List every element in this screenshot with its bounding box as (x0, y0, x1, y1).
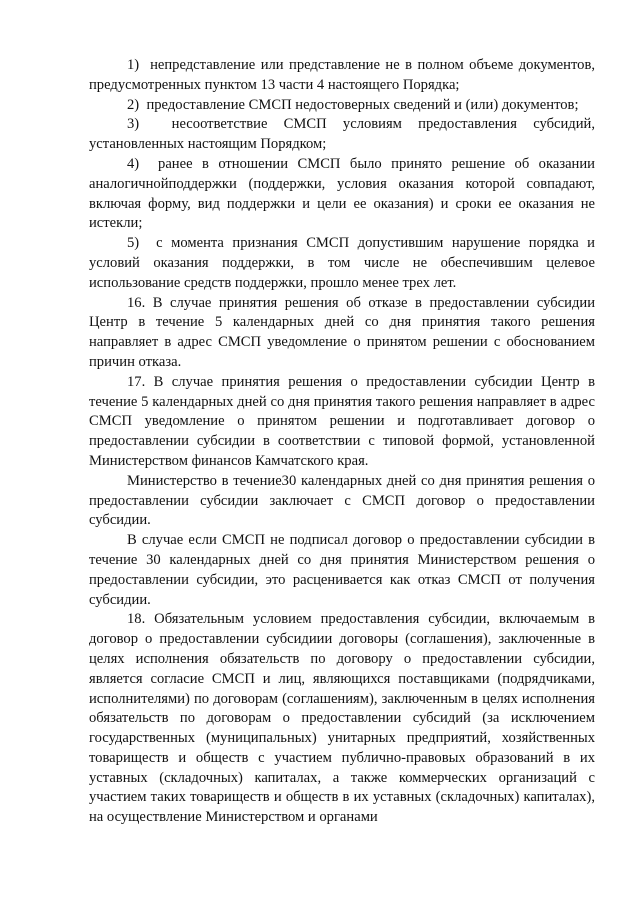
paragraph-clause-18: 18. Обязательным условием предоставления субсидии, включаемым в договор о предоставлении субсидиии договоры (соглашения), заключенные в целях исполнения обязательств по договору о предоставлении субсидии, является согласие СМСП и лиц, являющихся поставщиками (подрядчиками, исполнителями) по договорам (соглашениям), заключенным в целях исполнения обязательств по договорам о предоставлении субсидий (за исключением государственных (муниципальных) унитарных предприятий, хозяйственных товариществ и обществ с участием публично-правовых образований в их уставных (складочных) капиталах, а также коммерческих организаций с участием таких товариществ и обществ в их уставных (складочных) капиталах), на осуществление Министерством и органами (89, 611, 595, 826)
paragraph-clause-17-refusal: В случае если СМСП не подписал договор о предоставлении субсидии в течение 30 календарных дней со дня принятия Министерством решения о предоставлении субсидии, это расценивается как отказ СМСП от получения субсидии. (89, 532, 595, 608)
paragraph-clause-16: 16. В случае принятия решения об отказе в предоставлении субсидии Центр в течение 5 календарных дней со дня принятия такого решения направляет в адрес СМСП уведомление о принятом решении с обоснованием причин отказа. (89, 294, 595, 370)
paragraph-clause-17-ministry: Министерство в течение30 календарных дней со дня принятия решения о предоставлении субсидии заключает с СМСП договор о предоставлении субсидии. (89, 472, 595, 529)
paragraph-item-3: 3) несоответствие СМСП условиям предоставления субсидий, установленных настоящим Порядком; (89, 116, 595, 153)
paragraph-item-5: 5) с момента признания СМСП допустившим нарушение порядка и условий оказания поддержки, в том числе не обеспечившим целевое использование средств поддержки, прошло менее трех лет. (89, 235, 595, 291)
paragraph-clause-17: 17. В случае принятия решения о предоставлении субсидии Центр в течение 5 календарных дней со дня принятия такого решения направляет в адрес СМСП уведомление о принятом решении и подготавливает договор о предоставлении субсидии в соответствии с типовой формой, установленной Министерством финансов Камчатского края. (89, 373, 595, 469)
document-text (89, 56, 595, 828)
paragraph-item-1: 1) непредставление или представление не в полном объеме документов, предусмотренных пунктом 13 части 4 настоящего Порядка; (89, 57, 595, 93)
paragraph-item-2: 2) предоставление СМСП недостоверных сведений и (или) документов; (127, 96, 579, 113)
paragraph-item-4: 4) ранее в отношении СМСП было принято решение об оказании аналогичнойподдержки (поддержки, условия оказания которой совпадают, включая форму, вид поддержки и цели ее оказания) и сроки ее оказания не истекли; (89, 155, 595, 232)
